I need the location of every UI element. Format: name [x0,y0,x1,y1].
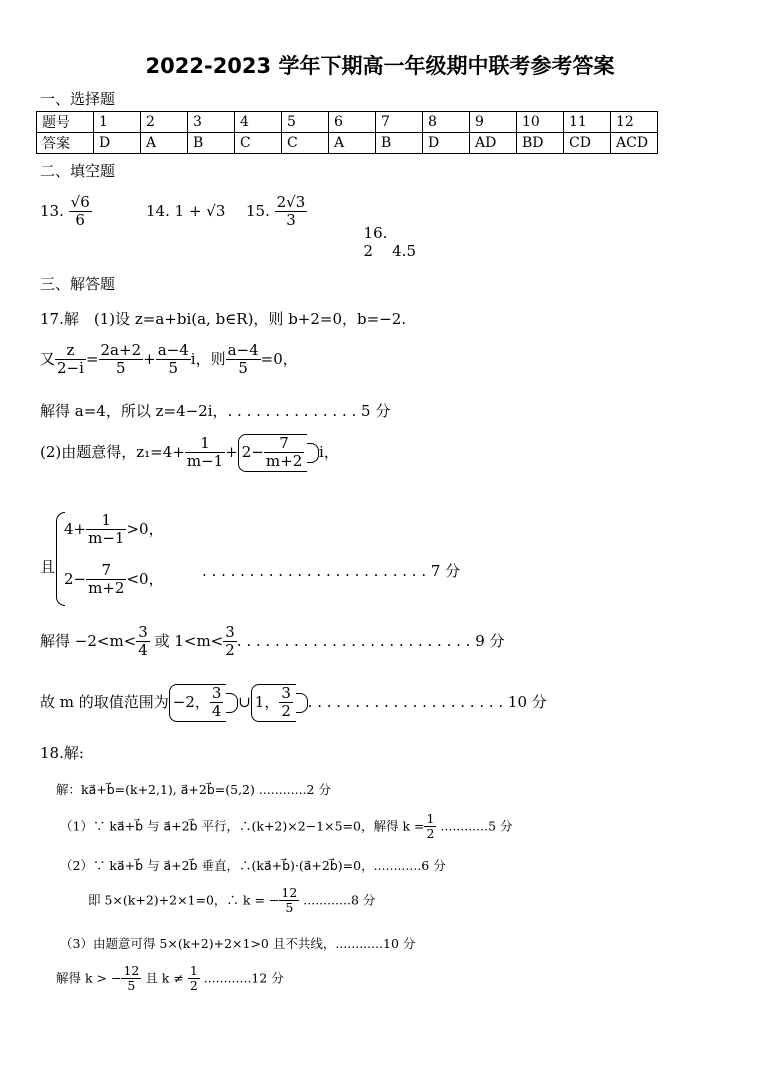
frac-den: 5 [168,359,178,378]
p17-solution [40,624,505,660]
frac-num: 12 [123,963,140,978]
table-cell-answer: BD [517,133,564,154]
p17-line3: 解得 a=4，所以 z=4−2i，. . . . . . . . . . . . . . 5 分 [40,402,391,420]
p18-text: 解得 k > − [56,970,122,986]
section-heading-choice: 一、选择题 [40,90,116,108]
table-cell-number: 6 [329,112,376,133]
p17-text: 又 [40,349,56,368]
left-paren [251,684,296,722]
table-cell-number: 3 [188,112,235,133]
table-cell-number: 12 [611,112,658,133]
p18-text: （1）∵ ka⃗+b⃗ 与 a⃗+2b⃗ 平行，∴(k+2)×2−1×5=0，解得 k = [60,818,425,834]
table-cell-number: 4 [235,112,282,133]
frac-den: 2 [426,826,435,842]
p17-line1: 17.解 (1)设 z=a+bi(a, b∈R)，则 b+2=0，b=−2. [40,310,407,328]
frac-den: 5 [285,900,294,916]
table-cell-answer: C [235,133,282,154]
p17-text: =0， [260,349,298,368]
frac-den: 4 [138,641,148,660]
table-row-numbers [37,112,658,133]
table-cell-answer: C [282,133,329,154]
right-paren [296,693,308,713]
frac-num: 3 [211,684,222,702]
table-cell-answer: B [376,133,423,154]
table-cell-number: 1 [94,112,141,133]
frac-den: 2 [281,702,291,721]
answer-16 [354,206,416,260]
frac-num: z [55,342,86,360]
p17-text: 解得 −2<m< [40,631,137,650]
p18-heading: 18.解: [40,744,84,762]
table-cell-answer: ACD [611,133,658,154]
answer-13 [40,194,92,230]
p18-text: ............12 分 [199,970,284,986]
p18-line4 [88,886,375,916]
q16-value: 2 4.5 [363,242,417,260]
frac-den: 2 [189,978,198,994]
p17-text: ∪ [238,692,251,711]
p17-text: i，则 [190,349,226,368]
table-cell-number: 9 [470,112,517,133]
frac-num: 1 [189,963,198,978]
table-cell-answer: A [141,133,188,154]
p18-line1: 解：ka⃗+b⃗=(k+2,1), a⃗+2b⃗=(5,2) ............2 分 [56,782,331,797]
table-cell-answer: D [94,133,141,154]
frac-num: 3 [281,684,291,702]
left-paren [238,434,307,472]
p18-line3: （2）∵ ka⃗+b⃗ 与 a⃗+2b⃗ 垂直，∴(ka⃗+b⃗)·(a⃗+2b⃗)=0，............6 分 [60,858,446,873]
p17-text: = [85,349,99,368]
q15-label: 15. [246,201,270,220]
p17-text: + [225,442,238,461]
frac-den: m+2 [88,579,125,598]
frac-num: 12 [281,885,298,900]
p17-text: 4+ [64,519,87,538]
table-cell-number: 8 [423,112,470,133]
section-heading-solve: 三、解答题 [40,275,116,293]
frac-num: 1 [185,435,225,453]
table-cell-answer: AD [470,133,517,154]
p17-text: −2， [172,692,210,711]
left-paren [169,684,227,722]
frac-den: 4 [211,702,222,721]
q13-label: 13. [40,201,64,220]
p17-text: 故 m 的取值范围为 [40,692,169,711]
frac-den: m−1 [186,452,224,471]
p17-text: <0， [126,569,164,588]
table-cell-number: 10 [517,112,564,133]
table-cell-answer: A [329,133,376,154]
p17-text: (2)由题意得，z₁=4+ [40,442,185,461]
p17-text: 2− [64,569,87,588]
p17-system-dots: . . . . . . . . . . . . . . . . . . . . . . . . 7 分 [202,562,461,580]
q14-value: 1 + √3 [174,202,226,220]
answer-table [36,111,658,154]
right-paren [307,443,319,463]
p18-text: 且 k ≠ [141,970,188,986]
table-cell-answer: D [423,133,470,154]
frac-den: m−1 [88,529,125,548]
page-title: 2022-2023 学年下期高一年级期中联考参考答案 [145,54,615,78]
frac-den: 5 [116,359,126,378]
frac-den: m+2 [265,452,303,471]
table-header-label: 题号 [37,112,94,133]
p17-part2 [40,434,339,472]
q14-label: 14. [146,202,170,220]
table-row-answers [37,133,658,154]
frac-num: a−4 [227,341,259,359]
table-answer-label: 答案 [37,133,94,154]
p17-text: 1， [254,692,280,711]
p17-text: >0， [126,519,164,538]
p17-system-line1 [64,512,164,548]
q16-label: 16. [363,224,388,242]
table-cell-answer: B [188,133,235,154]
table-cell-answer: CD [564,133,611,154]
answer-15 [246,194,307,230]
frac-den: 2 [225,641,235,660]
p17-text: . . . . . . . . . . . . . . . . . . . . . . . . . 9 分 [236,631,505,650]
p18-line6 [56,964,284,994]
frac-num: 3 [225,623,235,641]
q13-num: √6 [70,193,90,211]
table-cell-number: 7 [376,112,423,133]
table-cell-number: 2 [141,112,188,133]
table-cell-number: 5 [282,112,329,133]
frac-den: 2−i [57,359,84,378]
p17-text: 或 1<m< [149,631,224,650]
frac-num: a−4 [157,341,189,359]
p17-range [40,684,547,722]
frac-num: 7 [264,435,304,453]
p17-text: + [143,349,156,368]
frac-num: 7 [86,562,126,580]
q15-num: 2√3 [276,193,306,211]
frac-den: 5 [238,359,248,378]
p18-text: ............5 分 [436,818,513,834]
frac-num: 2a+2 [100,341,142,359]
p18-text: 即 5×(k+2)+2×1=0，∴ k = − [88,892,280,908]
table-cell-number: 11 [564,112,611,133]
q13-den: 6 [75,211,85,230]
frac-num: 3 [138,623,148,641]
frac-num: 1 [426,811,435,826]
p17-text: i， [319,442,339,461]
p17-and: 且 [40,558,56,576]
p17-line2 [40,342,298,378]
p18-line5: （3）由题意可得 5×(k+2)+2×1>0 且不共线，............10 分 [60,936,416,951]
p18-line2 [60,812,513,842]
frac-den: 5 [127,978,136,994]
p17-system-line2 [64,562,164,598]
q15-den: 3 [286,211,296,230]
p18-text: ............8 分 [299,892,376,908]
p17-text: 2− [241,442,264,461]
p17-text: . . . . . . . . . . . . . . . . . . . . . 10 分 [307,692,547,711]
frac-num: 1 [86,512,126,530]
answer-14 [146,202,225,220]
right-paren [226,693,238,713]
section-heading-fill: 二、填空题 [40,162,116,180]
